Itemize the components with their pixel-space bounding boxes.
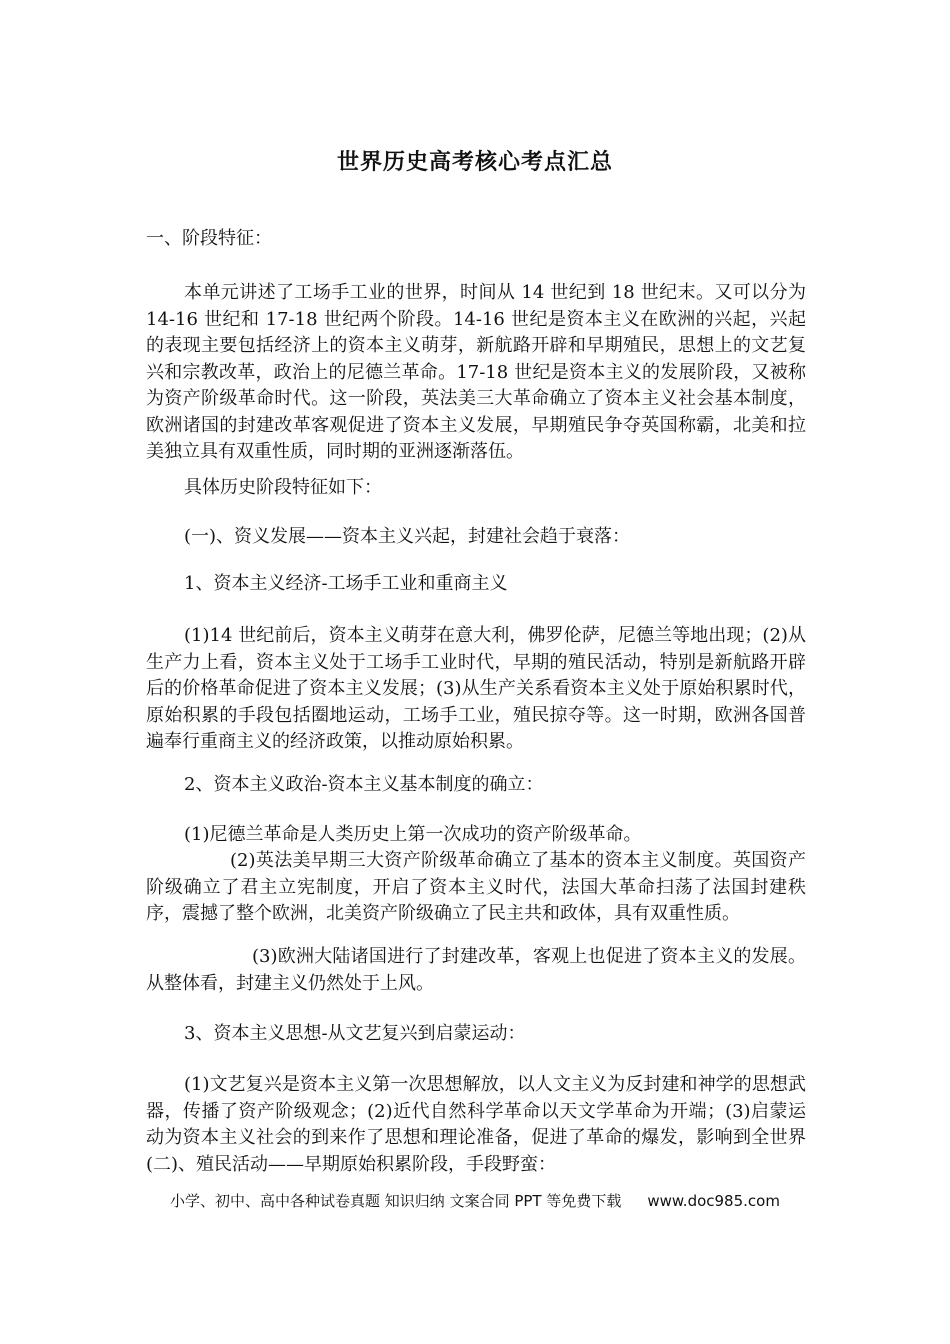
page-title: 世界历史高考核心考点汇总 bbox=[336, 149, 613, 175]
item2-point3: (3)欧洲大陆诸国进行了封建改革，客观上也促进了资本主义的发展。从整体看，封建主义仍然处于上风。 bbox=[146, 946, 806, 994]
section-heading: 一、阶段特征： bbox=[146, 228, 272, 249]
item1-body: (1)14 世纪前后，资本主义萌芽在意大利，佛罗伦萨，尼德兰等地出现；(2)从生产力上看，资本主义处于工场手工业时代，早期的殖民活动，特别是新航路开辟后的价格革命促进了资本主义发展；(3)从生产关系看资本主义处于原始积累时代，原始积累的手段包括圈地运动，工场手工业，殖民掠夺等。这一时期，欧洲各国普遍奉行重商主义的经济政策，以推动原始积累。 bbox=[146, 625, 806, 752]
item2-heading: 2、资本主义政治-资本主义基本制度的确立： bbox=[184, 774, 544, 795]
item1-heading: 1、资本主义经济-工场手工业和重商主义 bbox=[184, 573, 508, 594]
features-intro: 具体历史阶段特征如下： bbox=[184, 477, 382, 498]
subsection-heading: (一)、资义发展——资本主义兴起，封建社会趋于衰落： bbox=[184, 526, 631, 547]
footer-text: 小学、初中、高中各种试卷真题 知识归纳 文案合同 PPT 等免费下载 bbox=[170, 1192, 622, 1210]
item3-heading: 3、资本主义思想-从文艺复兴到启蒙运动： bbox=[184, 1023, 526, 1044]
item2-point1: (1)尼德兰革命是人类历史上第一次成功的资产阶级革命。 bbox=[184, 824, 642, 845]
page-footer bbox=[0, 1190, 950, 1212]
item2-point2: (2)英法美早期三大资产阶级革命确立了基本的资本主义制度。英国资产阶级确立了君主立宪制度，开启了资本主义时代，法国大革命扫荡了法国封建秩序，震撼了整个欧洲，北美资产阶级确立了民主共和政体，具有双重性质。 bbox=[146, 850, 806, 924]
intro-paragraph: 本单元讲述了工场手工业的世界，时间从 14 世纪到 18 世纪末。又可以分为 14-16 世纪和 17-18 世纪两个阶段。14-16 世纪是资本主义在欧洲的兴起，兴起的表现主要包括经济上的资本主义萌芽，新航路开辟和早期殖民，思想上的文艺复兴和宗教改革，政治上的尼德兰革命。17-18 世纪是资本主义的发展阶段，又被称为资产阶级革命时代。这一阶段，英法美三大革命确立了资本主义社会基本制度，欧洲诸国的封建改革客观促进了资本主义发展，早期殖民争夺英国称霸，北美和拉美独立具有双重性质，同时期的亚洲逐渐落伍。 bbox=[146, 282, 806, 462]
item3-body: (1)文艺复兴是资本主义第一次思想解放，以人文主义为反封建和神学的思想武器，传播了资产阶级观念；(2)近代自然科学革命以天文学革命为开端；(3)启蒙运动为资本主义社会的到来作了思想和理论准备，促进了革命的爆发，影响到全世界(二)、殖民活动——早期原始积累阶段，手段野蛮： bbox=[146, 1074, 806, 1175]
footer-url[interactable]: www.doc985.com bbox=[647, 1192, 780, 1210]
